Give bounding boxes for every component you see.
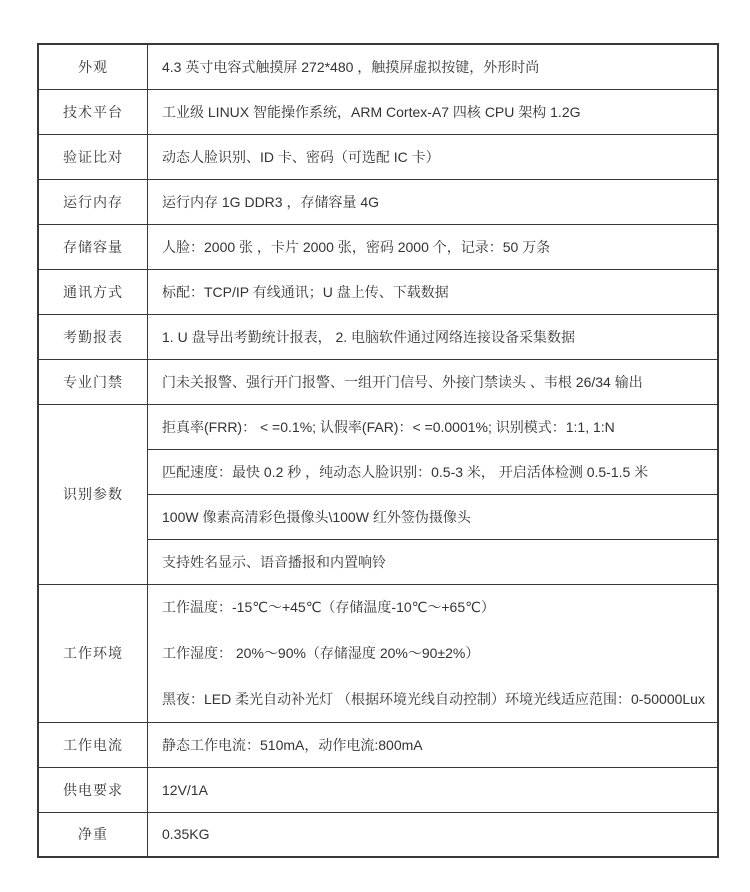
row-content-net-weight: 0.35KG bbox=[148, 812, 719, 857]
row-label-net-weight: 净重 bbox=[38, 812, 148, 857]
row-content-frr-far: 拒真率(FRR)： < =0.1%; 认假率(FAR)：< =0.0001%; 识别模式：1:1, 1:N bbox=[148, 404, 719, 449]
row-content-working-current: 静态工作电流：510mA，动作电流:800mA bbox=[148, 722, 719, 767]
row-content-appearance: 4.3 英寸电容式触摸屏 272*480 ，触摸屏虚拟按键，外形时尚 bbox=[148, 44, 719, 89]
row-content-access-control: 门未关报警、强行开门报警、一组开门信号、外接门禁读头 、韦根 26/34 输出 bbox=[148, 359, 719, 404]
row-content-match-speed: 匹配速度：最快 0.2 秒 ，纯动态人脸识别：0.5-3 米， 开启活体检测 0.5-1.5 米 bbox=[148, 449, 719, 494]
environment-light-line: 黑夜：LED 柔光自动补光灯 （根据环境光线自动控制）环境光线适应范围：0-50000Lux bbox=[162, 690, 705, 707]
table-row bbox=[38, 44, 718, 89]
row-label-communication: 通讯方式 bbox=[38, 269, 148, 314]
table-row bbox=[38, 89, 718, 134]
row-content-storage: 人脸：2000 张 ，卡片 2000 张，密码 2000 个，记录：50 万条 bbox=[148, 224, 719, 269]
table-row bbox=[38, 584, 718, 722]
row-label-appearance: 外观 bbox=[38, 44, 148, 89]
row-label-platform: 技术平台 bbox=[38, 89, 148, 134]
table-row bbox=[38, 224, 718, 269]
row-content-camera: 100W 像素高清彩色摄像头\100W 红外签伪摄像头 bbox=[148, 494, 719, 539]
row-content-verification: 动态人脸识别、ID 卡、密码（可选配 IC 卡） bbox=[148, 134, 719, 179]
row-content-work-environment bbox=[148, 584, 719, 722]
row-content-platform: 工业级 LINUX 智能操作系统，ARM Cortex-A7 四核 CPU 架构 1.2G bbox=[148, 89, 719, 134]
row-content-ram: 运行内存 1G DDR3 ，存储容量 4G bbox=[148, 179, 719, 224]
row-label-storage: 存储容量 bbox=[38, 224, 148, 269]
environment-humidity-line: 工作湿度： 20%～90%（存储湿度 20%～90±2%） bbox=[162, 644, 480, 661]
table-row bbox=[38, 269, 718, 314]
table-row bbox=[38, 314, 718, 359]
row-label-access-control: 专业门禁 bbox=[38, 359, 148, 404]
environment-temperature-line: 工作温度：-15℃～+45℃（存储温度-10℃～+65℃） bbox=[162, 599, 495, 616]
row-label-verification: 验证比对 bbox=[38, 134, 148, 179]
spec-table bbox=[37, 43, 719, 858]
row-content-power-requirement: 12V/1A bbox=[148, 767, 719, 812]
row-label-recognition-params: 识别参数 bbox=[38, 404, 148, 584]
table-row bbox=[38, 179, 718, 224]
row-content-communication: 标配：TCP/IP 有线通讯；U 盘上传、下载数据 bbox=[148, 269, 719, 314]
table-row bbox=[38, 134, 718, 179]
row-content-voice-bell: 支持姓名显示、语音播报和内置响铃 bbox=[148, 539, 719, 584]
row-content-attendance-report: 1. U 盘导出考勤统计报表， 2. 电脑软件通过网络连接设备采集数据 bbox=[148, 314, 719, 359]
row-label-ram: 运行内存 bbox=[38, 179, 148, 224]
row-label-work-environment: 工作环境 bbox=[38, 584, 148, 722]
table-row bbox=[38, 767, 718, 812]
table-row bbox=[38, 404, 718, 449]
row-label-power-requirement: 供电要求 bbox=[38, 767, 148, 812]
row-label-working-current: 工作电流 bbox=[38, 722, 148, 767]
row-label-attendance-report: 考勤报表 bbox=[38, 314, 148, 359]
table-row bbox=[38, 359, 718, 404]
table-row bbox=[38, 722, 718, 767]
table-row bbox=[38, 812, 718, 857]
environment-lines bbox=[148, 585, 717, 722]
